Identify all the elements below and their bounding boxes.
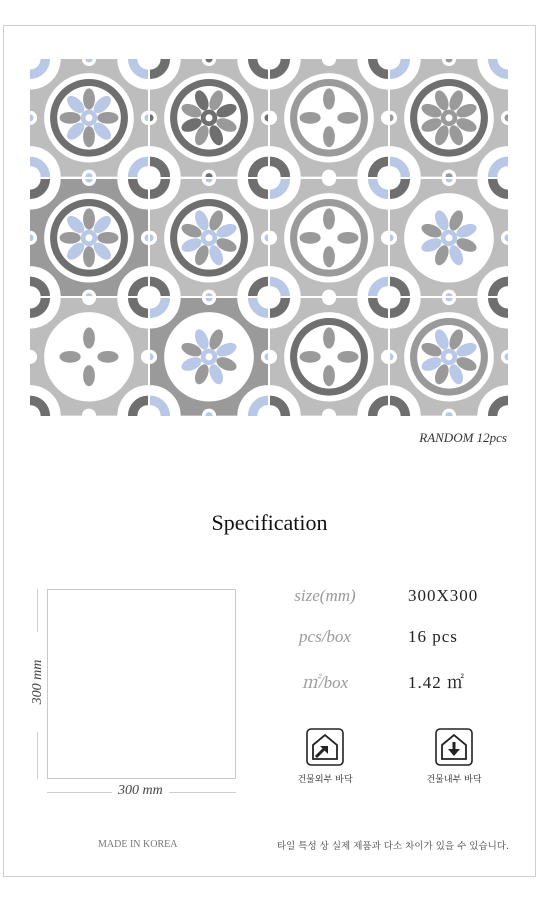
tile-size-diagram xyxy=(47,589,236,779)
usage-label: 건물내부 바닥 xyxy=(426,775,482,785)
width-dimension-label: 300 mm xyxy=(112,783,169,799)
decorative-tile xyxy=(390,298,508,416)
spec-row-pcs-per-box xyxy=(260,627,520,651)
decorative-tile xyxy=(390,59,508,177)
tile-pattern-gallery xyxy=(30,59,508,416)
building-interior-floor-icon xyxy=(435,728,473,766)
specification-title: Specification xyxy=(211,510,328,535)
spec-key: size(mm) xyxy=(294,586,356,605)
decorative-tile xyxy=(150,298,268,416)
decorative-tile xyxy=(270,179,388,297)
tile-count-caption: RANDOM 12pcs xyxy=(419,430,507,445)
spec-value: 1.42 ㎡ xyxy=(408,673,465,692)
decorative-tile xyxy=(270,59,388,177)
spec-value: 16 pcs xyxy=(408,627,458,646)
spec-row-area-per-box xyxy=(260,668,520,692)
decorative-tile xyxy=(150,59,268,177)
usage-interior-floor xyxy=(394,728,514,785)
decorative-tile xyxy=(390,179,508,297)
height-dimension-label: 300 mm xyxy=(30,632,46,732)
spec-row-size xyxy=(260,586,520,610)
made-in-label: MADE IN KOREA xyxy=(98,839,178,850)
decorative-tile xyxy=(270,298,388,416)
spec-value: 300X300 xyxy=(408,586,479,605)
building-exterior-floor-icon xyxy=(306,728,344,766)
product-variance-notice: 타일 특성 상 실제 제품과 다소 차이가 있을 수 있습니다. xyxy=(276,841,509,852)
spec-key: pcs/box xyxy=(299,627,351,646)
decorative-tile xyxy=(150,179,268,297)
decorative-tile xyxy=(30,298,148,416)
decorative-tile xyxy=(30,179,148,297)
usage-label: 건물외부 바닥 xyxy=(297,775,353,785)
usage-exterior-floor xyxy=(265,728,385,785)
spec-key: ㎡/box xyxy=(301,673,349,692)
decorative-tile xyxy=(30,59,148,177)
